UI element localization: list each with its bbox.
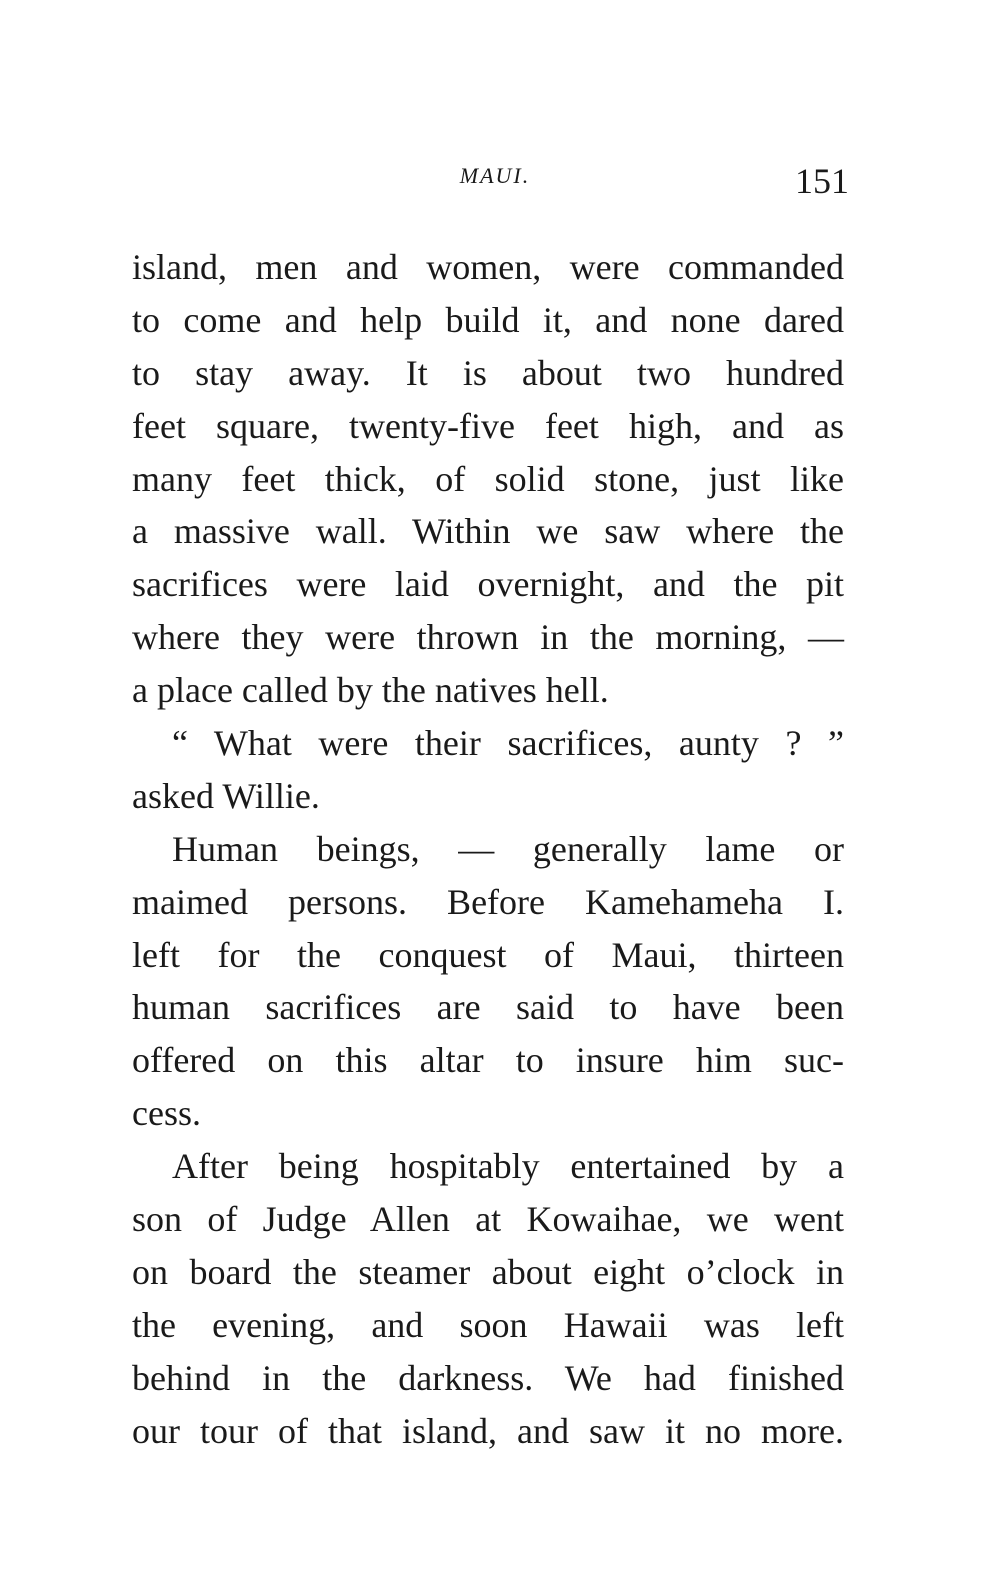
text-line: sacrifices were laid overnight, and the pit bbox=[132, 564, 844, 605]
body-text bbox=[132, 241, 844, 1457]
page-number: 151 bbox=[795, 161, 849, 201]
text-line: to come and help build it, and none dared bbox=[132, 299, 844, 340]
text-line: “ What were their sacrifices, aunty ? ” bbox=[172, 723, 844, 764]
text-line: the evening, and soon Hawaii was left bbox=[132, 1304, 844, 1345]
text-line: Human beings, — generally lame or bbox=[172, 828, 844, 869]
text-line: offered on this altar to insure him suc- bbox=[132, 1040, 844, 1081]
text-line: many feet thick, of solid stone, just like bbox=[132, 458, 844, 499]
text-line: behind in the darkness. We had finished bbox=[132, 1357, 844, 1398]
text-line: maimed persons. Before Kamehameha I. bbox=[132, 881, 844, 922]
text-line: a place called by the natives hell. bbox=[132, 670, 609, 711]
text-line: After being hospitably entertained by a bbox=[172, 1146, 844, 1187]
text-line: feet square, twenty-five feet high, and as bbox=[132, 405, 844, 446]
text-line: to stay away. It is about two hundred bbox=[132, 352, 844, 393]
text-line: left for the conquest of Maui, thirteen bbox=[132, 934, 844, 975]
running-title: MAUI. bbox=[459, 163, 531, 188]
text-line: our tour of that island, and saw it no more. bbox=[132, 1410, 844, 1451]
text-line: island, men and women, were commanded bbox=[132, 247, 844, 287]
text-line: son of Judge Allen at Kowaihae, we went bbox=[132, 1199, 844, 1240]
text-line: human sacrifices are said to have been bbox=[132, 987, 844, 1028]
text-line: where they were thrown in the morning, — bbox=[132, 617, 844, 658]
text-line: asked Willie. bbox=[132, 775, 320, 816]
text-line: a massive wall. Within we saw where the bbox=[132, 511, 844, 552]
text-line: cess. bbox=[132, 1093, 201, 1134]
text-line: on board the steamer about eight o’clock in bbox=[132, 1251, 844, 1292]
